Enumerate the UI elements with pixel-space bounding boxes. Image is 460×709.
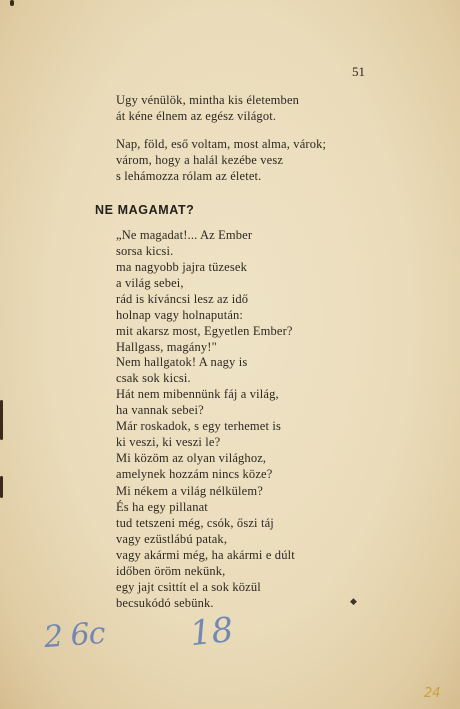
poem-line: vagy ezüstlábú patak, [116, 532, 228, 546]
poem-line: Hát nem mibennünk fáj a világ, [116, 387, 279, 401]
poem-line: Mi közöm az olyan világhoz, [116, 451, 267, 465]
page-number: 51 [352, 64, 365, 79]
poem-line: rád is kíváncsi lesz az idő [116, 292, 249, 306]
poem-line: sorsa kicsi. [116, 244, 174, 258]
poem-line: tud tetszeni még, csók, őszi táj [116, 516, 274, 530]
edge-stain [10, 0, 14, 6]
poem-line: csak sok kicsi. [116, 371, 191, 385]
pencil-annotation-left: 2 6c [42, 615, 106, 656]
stanza-4 [116, 354, 281, 482]
poem-line: át kéne élnem az egész világot. [116, 109, 277, 123]
poem-line: becsukódó sebünk. [116, 596, 214, 610]
poem-line: Mi nékem a világ nélkülem? [116, 484, 263, 498]
poem-line: egy jajt csittít el a sok közül [116, 580, 261, 594]
edge-stain [0, 476, 3, 498]
edge-stain [0, 400, 3, 440]
poem-line: amelynek hozzám nincs köze? [116, 467, 273, 481]
printer-mark: ◆ [350, 597, 357, 607]
poem-line: holnap vagy holnapután: [116, 308, 244, 322]
poem-line: a világ sebei, [116, 276, 184, 290]
poem-title: NE MAGAMAT? [95, 203, 195, 217]
poem-line: ma nagyobb jajra tüzesek [116, 260, 247, 274]
stanza-2 [116, 136, 326, 184]
poem-line: Már roskadok, s egy terhemet is [116, 419, 282, 433]
poem-line: ha vannak sebei? [116, 403, 204, 417]
poem-line: s lehámozza rólam az életet. [116, 169, 262, 183]
poem-line: várom, hogy a halál kezébe vesz [116, 153, 284, 167]
poem-line: időben öröm nekünk, [116, 564, 226, 578]
poem-line: „Ne magadat!... Az Ember [116, 228, 253, 242]
pencil-annotation-right: 18 [188, 609, 236, 655]
poem-line: mit akarsz most, Egyetlen Ember? [116, 324, 293, 338]
poem-line: ki veszi, ki veszi le? [116, 435, 221, 449]
poem-line: Hallgass, magány!" [116, 340, 217, 354]
poem-line: vagy akármi még, ha akármi e dúlt [116, 548, 295, 562]
stanza-5 [116, 483, 295, 611]
poem-line: Ugy vénülök, mintha kis életemben [116, 93, 300, 107]
poem-line: Nem hallgatok! A nagy is [116, 355, 248, 369]
poem-line: És ha egy pillanat [116, 500, 208, 514]
stanza-3 [116, 227, 293, 355]
stanza-1 [116, 92, 299, 124]
poem-line: Nap, föld, eső voltam, most alma, várok; [116, 137, 327, 151]
corner-annotation: 24 [424, 686, 441, 701]
